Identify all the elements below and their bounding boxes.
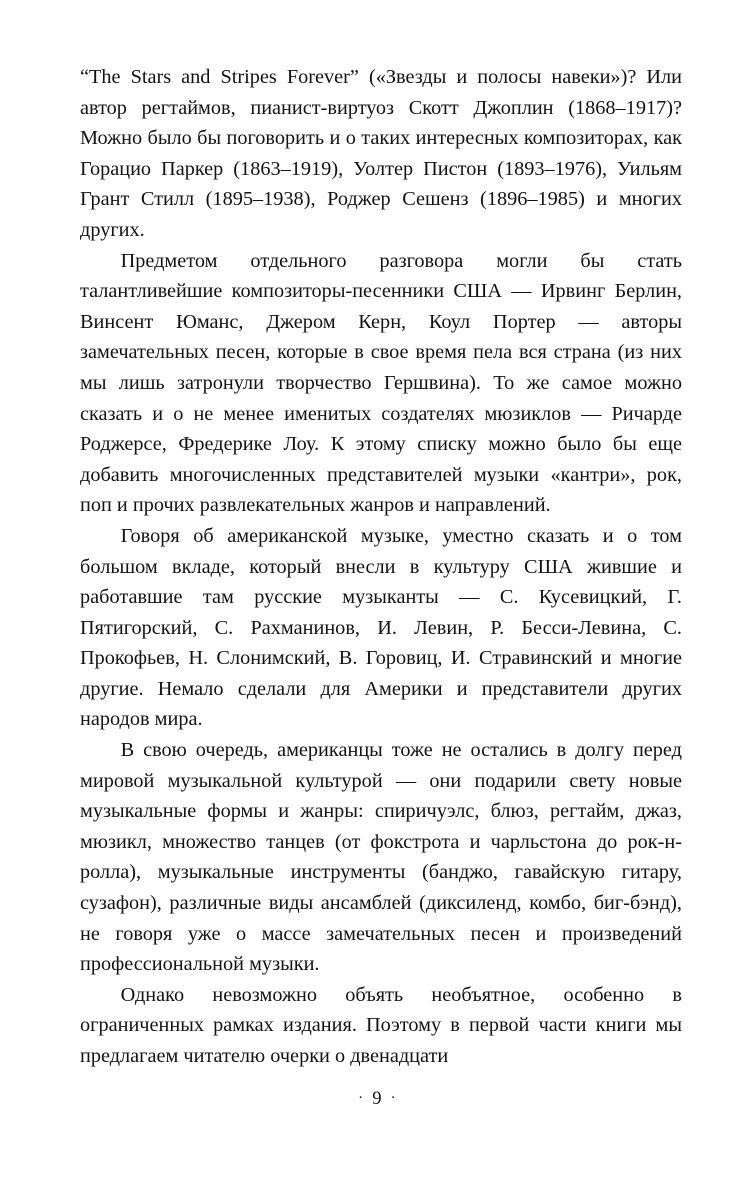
paragraph-5: Однако невозможно объять необъятное, особенно в ограниченных рамках издания. Поэтому в первой части книги мы предлагаем читателю очерки о двенадцати [80, 983, 682, 1067]
folio-left-ornament: · [358, 1090, 366, 1107]
paragraph-2: Предметом отдельного разговора могли бы стать талантливейшие композиторы-песенники США — Ирвинг Берлин, Винсент Юманс, Джером Керн, Коул Портер — авторы замечательных песен, которые в свое время пела вся страна (из них мы лишь затронули творчество Гершвина). То же самое можно сказать и о не менее именитых создателях мюзиклов — Ричарде Роджерсе, Фредерике Лоу. К этому списку можно было бы еще добавить многочисленных представителей музыки «кантри», рок, поп и прочих развлекательных жанров и направлений. [80, 249, 682, 517]
paragraph-3: Говоря об американской музыке, уместно сказать и о том большом вкладе, который внесли в культуру США жившие и работавшие там русские музыканты — С. Кусевицкий, Г. Пятигорский, С. Рахманинов, И. Левин, Р. Бесси-Левина, С. Прокофьев, Н. Слонимский, В. Горовиц, И. Стравинский и многие другие. Немало сделали для Америки и представители других народов мира. [80, 524, 682, 731]
paragraph-1: “The Stars and Stripes Forever” («Звезды и полосы навеки»)? Или автор регтаймов, пианист-виртуоз Скотт Джоплин (1868–1917)? Можно было бы поговорить и о таких интересных композиторах, как Горацио Паркер (1863–1919), Уолтер Пистон (1893–1976), Уильям Грант Стилл (1895–1938), Роджер Сешенз (1896–1985) и многих других. [80, 66, 682, 241]
page-body [80, 62, 682, 1072]
page-number: 9 [372, 1089, 384, 1109]
paragraph-4: В свою очередь, американцы тоже не остались в долгу перед мировой музыкальной культурой — они подарили свету новые музыкальные формы и жанры: спиричуэлс, блюз, регтайм, джаз, мюзикл, множество танцев (от фокстрота и чарльстона до рок-н-ролла), музыкальные инструменты (банджо, гавайскую гитару, сузафон), различные виды ансамблей (диксиленд, комбо, биг-бэнд), не говоря уже о массе замечательных песен и произведений профессиональной музыки. [80, 739, 682, 976]
page-footer [0, 1089, 756, 1110]
folio-right-ornament: · [390, 1090, 398, 1107]
